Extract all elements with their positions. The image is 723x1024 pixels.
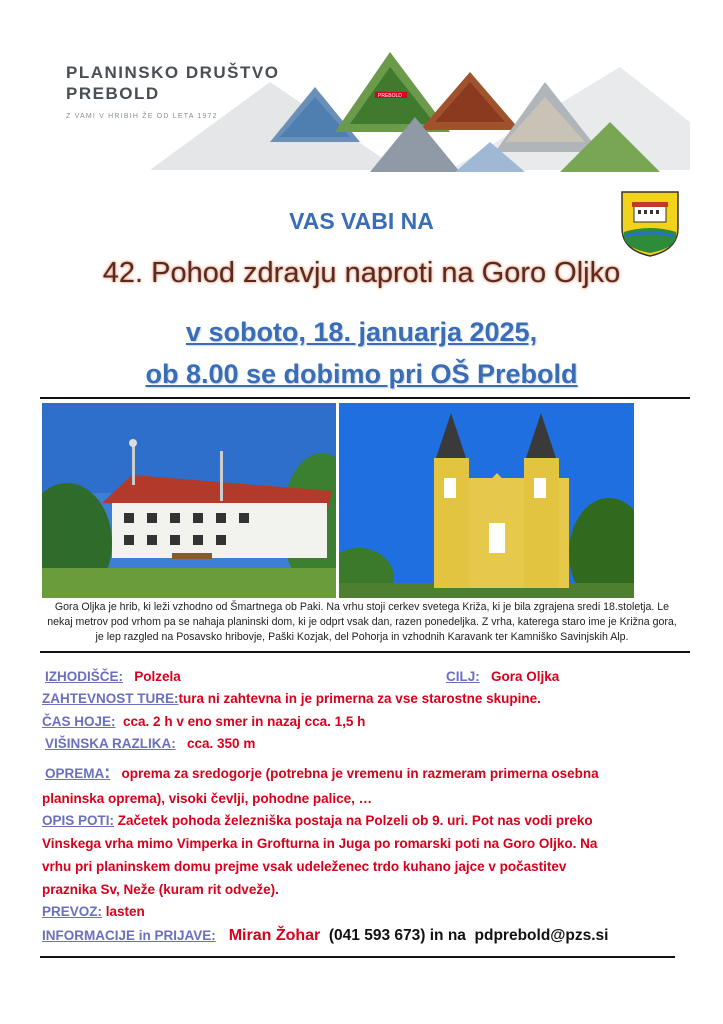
walking-time-row — [42, 712, 365, 731]
location-description: Gora Oljka je hrib, ki leži vzhodno od Šmartnega ob Paki. Na vrhu stoji cerkev svetega Križa, ki je bila zgrajena sredi 18.stoletja. Le nekaj metrov pod vrhom pa se nahaja planinski dom, ki je odprt vsak dan, razen ponedeljka. Z vrha, katerega staro ime je Križna gora, je lep razgled na Posavsko hribovje, Paški Kozjak, del Pohorja in vzhodnih Karavank ter Kamniško Savinjskih Alp. — [47, 601, 677, 643]
elevation-row — [45, 734, 255, 753]
start-point-value: Polzela — [134, 669, 181, 684]
route-line4: praznika Sv, Neže (kuram rit odveže). — [42, 882, 279, 897]
walking-time-value: cca. 2 h v eno smer in nazaj cca. 1,5 h — [123, 714, 366, 729]
route-label: OPIS POTI: — [42, 813, 115, 828]
mountain-hut-photo-icon — [42, 403, 336, 598]
goal-value: Gora Oljka — [491, 669, 560, 684]
organization-tagline: Z VAMI V HRIBIH ŽE OD LETA 1972 — [66, 113, 218, 120]
walking-time-label: ČAS HOJE: — [42, 714, 116, 729]
route-line1: Začetek pohoda železniška postaja na Polzeli ob 9. uri. Pot nas vodi preko — [117, 813, 593, 828]
event-title: 42. Pohod zdravju naproti na Goro Oljko — [102, 257, 621, 289]
event-date: v soboto, 18. januarja 2025, — [185, 317, 538, 347]
church-photo-icon — [339, 403, 634, 598]
transport-row — [42, 902, 145, 921]
route-line3: vrhu pri planinskem domu prejme vsak udeleženec trdo kuhano jajce v počastitev — [42, 859, 567, 874]
contact-label: INFORMACIJE in PRIJAVE: — [42, 928, 216, 943]
contact-email: pdprebold@pzs.si — [474, 927, 609, 944]
equipment-value-line1: oprema za sredogorje (potrebna je vremenu in razmeram primerna osebna — [121, 766, 599, 781]
route-row — [42, 811, 593, 830]
organization-name-line1: PLANINSKO DRUŠTVO — [66, 63, 280, 82]
contact-phone: (041 593 673) — [328, 927, 426, 944]
divider-middle — [40, 651, 690, 653]
route-line2: Vinskega vrha mimo Vimperka in Grofturna in Juga po romarski poti na Goro Oljko. Na — [42, 836, 598, 851]
banner-signpost-text: PREBOLD — [378, 93, 402, 99]
transport-value: lasten — [105, 904, 145, 919]
divider-top — [40, 397, 690, 399]
start-point-row — [45, 667, 181, 686]
meeting-info: ob 8.00 se dobimo pri OŠ Prebold — [145, 359, 578, 389]
equipment-colon: : — [104, 762, 111, 782]
transport-label: PREVOZ: — [42, 904, 103, 919]
equipment-row — [45, 763, 599, 783]
organization-name-line2: PREBOLD — [66, 84, 160, 103]
elevation-value: cca. 350 m — [187, 736, 256, 751]
contact-row — [42, 925, 608, 947]
divider-bottom — [40, 956, 675, 958]
goal-row — [446, 667, 559, 686]
contact-name: Miran Žohar — [228, 927, 321, 944]
start-point-label: IZHODIŠČE: — [45, 669, 124, 684]
invitation-heading: VAS VABI NA — [289, 208, 434, 234]
elevation-label: VIŠINSKA RAZLIKA: — [45, 736, 176, 751]
equipment-label: OPREMA — [45, 766, 105, 781]
goal-label: CILJ: — [446, 669, 480, 684]
contact-joiner: in na — [429, 927, 466, 944]
difficulty-value: tura ni zahtevna in je primerna za vse starostne skupine. — [178, 691, 541, 706]
mountain-banner-icon — [150, 42, 690, 187]
difficulty-row — [42, 689, 541, 708]
difficulty-label: ZAHTEVNOST TURE: — [42, 691, 179, 706]
equipment-value-line2: planinska oprema), visoki čevlji, pohodne palice, … — [42, 791, 373, 806]
